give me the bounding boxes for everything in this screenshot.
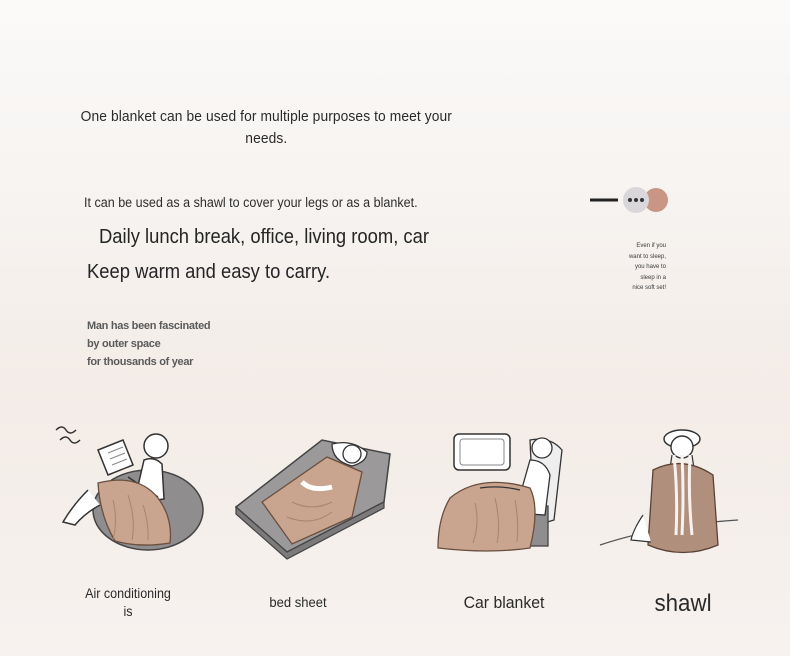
- small-note-line: want to sleep,: [628, 253, 666, 260]
- person-in-car-seat-illustration: [430, 428, 570, 558]
- decorative-dots-icon: [588, 184, 673, 216]
- small-note: [620, 241, 666, 294]
- english-line: for thousands of year: [87, 356, 194, 368]
- english-text-block: [87, 317, 210, 371]
- usage-label-bed-sheet: bed sheet: [269, 594, 327, 610]
- headline: One blanket can be used for multiple purposes to meet your needs.: [80, 108, 452, 147]
- person-on-beanbag-illustration: [48, 415, 208, 555]
- small-note-line: sleep in a: [640, 274, 666, 281]
- small-note-line: Even if you: [636, 243, 666, 249]
- small-note-line: nice soft set!: [632, 285, 666, 291]
- person-in-bed-illustration: [232, 432, 394, 557]
- subline: It can be used as a shawl to cover your legs or as a blanket.: [84, 195, 418, 210]
- usage-label-car-blanket: Car blanket: [463, 593, 545, 612]
- feature-line-2: Keep warm and easy to carry.: [87, 261, 331, 283]
- english-line: Man has been fascinated: [87, 320, 211, 332]
- small-note-line: you have to: [634, 264, 666, 270]
- english-line: by outer space: [87, 338, 161, 350]
- feature-line-1: Daily lunch break, office, living room, car: [99, 226, 429, 248]
- usage-label-shawl: shawl: [654, 590, 712, 617]
- usage-label-air-conditioning: Air conditioning is: [85, 586, 171, 619]
- person-wearing-shawl-illustration: [598, 425, 743, 565]
